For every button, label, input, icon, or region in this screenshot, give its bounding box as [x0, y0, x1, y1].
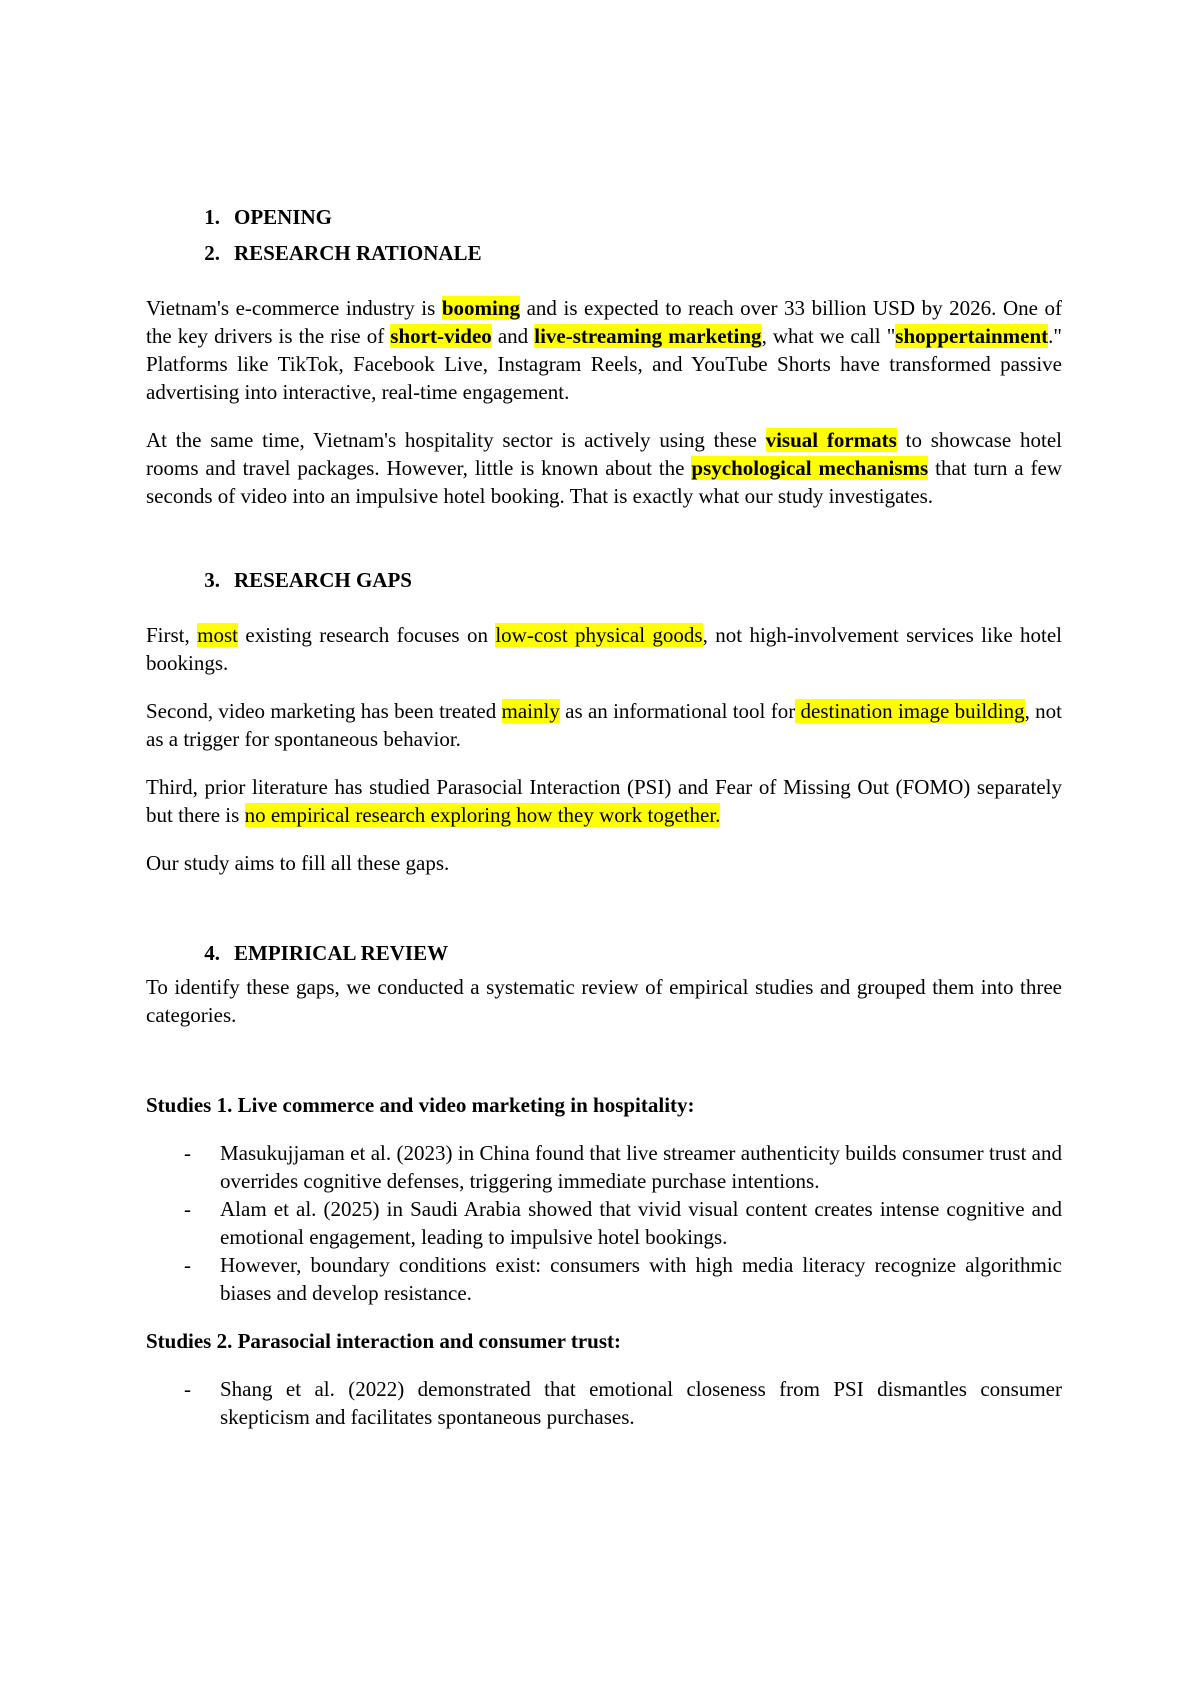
text-run: First,: [146, 623, 198, 647]
text-run: Third, prior literature has studied Parasocial Interaction (PSI) and Fear of Missing Out (FOMO) separately but there is: [146, 775, 1062, 827]
text-run: and is expected to reach over 33 billion USD by 2026. One of the key drivers is the rise of: [146, 296, 1062, 348]
document-body: [146, 203, 1062, 1431]
gaps-paragraph-4: Our study aims to fill all these gaps.: [146, 851, 450, 875]
text-run: , not high-involvement services like hotel bookings.: [146, 623, 1063, 675]
heading-empirical-review: [146, 939, 1062, 967]
highlight-psychological-mechanisms: psychological mechanisms: [691, 456, 929, 480]
heading-text: EMPIRICAL REVIEW: [234, 941, 449, 965]
highlight-shoppertainment: shoppertainment: [895, 324, 1049, 348]
heading-number: 3.: [204, 568, 220, 592]
heading-text: RESEARCH RATIONALE: [234, 241, 482, 265]
studies-2-title: Studies 2. Parasocial interaction and consumer trust:: [146, 1329, 622, 1353]
text-run: , not as a trigger for spontaneous behavior.: [146, 699, 1063, 751]
text-run: At the same time, Vietnam's hospitality sector is actively using these: [146, 428, 766, 452]
list-item-text: However, boundary conditions exist: consumers with high media literacy recognize algorithmic biases and develop resistance.: [220, 1253, 1062, 1305]
studies-1-list: [146, 1139, 1062, 1307]
highlight-short-video: short-video: [390, 324, 492, 348]
text-run: ." Platforms like TikTok, Facebook Live, Instagram Reels, and YouTube Shorts have transformed passive advertising into interactive, real-time engagement.: [146, 324, 1062, 404]
list-item-text: Alam et al. (2025) in Saudi Arabia showed that vivid visual content creates intense cognitive and emotional engagement, leading to impulsive hotel bookings.: [220, 1197, 1062, 1249]
list-item: [146, 1139, 1062, 1195]
dash-bullet: -: [184, 1141, 191, 1165]
heading-research-gaps: [146, 566, 1062, 594]
highlight-no-empirical-research: no empirical research exploring how they work together.: [244, 803, 721, 827]
dash-bullet: -: [184, 1253, 191, 1277]
list-item-text: Shang et al. (2022) demonstrated that emotional closeness from PSI dismantles consumer skepticism and facilitates spontaneous purchases.: [220, 1377, 1062, 1429]
highlight-destination-image-building: destination image building: [795, 699, 1025, 723]
heading-text: OPENING: [234, 205, 333, 229]
studies-1-title: Studies 1. Live commerce and video marketing in hospitality:: [146, 1093, 695, 1117]
highlight-visual-formats: visual formats: [765, 428, 897, 452]
text-run: Second, video marketing has been treated: [146, 699, 502, 723]
list-item: [146, 1195, 1062, 1251]
list-item: [146, 1251, 1062, 1307]
list-item-text: Masukujjaman et al. (2023) in China found that live streamer authenticity builds consumer trust and overrides cognitive defenses, triggering immediate purchase intentions.: [220, 1141, 1062, 1193]
highlight-live-streaming-marketing: live-streaming marketing: [534, 324, 762, 348]
highlight-low-cost-physical-goods: low-cost physical goods: [495, 623, 703, 647]
studies-2-list: [146, 1375, 1062, 1431]
gaps-paragraph-2: [146, 697, 1062, 753]
dash-bullet: -: [184, 1377, 191, 1401]
heading-opening: [146, 203, 1062, 231]
review-intro: To identify these gaps, we conducted a systematic review of empirical studies and grouped them into three categories.: [146, 975, 1062, 1027]
highlight-mainly: mainly: [501, 699, 560, 723]
text-run: to showcase hotel rooms and travel packages. However, little is known about the: [146, 428, 1062, 480]
gaps-paragraph-1: [146, 621, 1062, 677]
heading-research-rationale: [146, 239, 1062, 267]
heading-number: 4.: [204, 941, 220, 965]
heading-number: 2.: [204, 241, 220, 265]
list-item: [146, 1375, 1062, 1431]
text-run: and: [491, 324, 535, 348]
text-run: as an informational tool for: [559, 699, 796, 723]
heading-number: 1.: [204, 205, 220, 229]
text-run: that turn a few seconds of video into an impulsive hotel booking. That is exactly what our study investigates.: [146, 456, 1062, 508]
rationale-paragraph-1: [146, 294, 1062, 406]
text-run: existing research focuses on: [238, 623, 496, 647]
text-run: , what we call ": [761, 324, 896, 348]
rationale-paragraph-2: [146, 426, 1062, 510]
highlight-most: most: [197, 623, 238, 647]
highlight-booming: booming: [441, 296, 521, 320]
heading-text: RESEARCH GAPS: [234, 568, 412, 592]
dash-bullet: -: [184, 1197, 191, 1221]
text-run: Vietnam's e-commerce industry is: [146, 296, 442, 320]
gaps-paragraph-3: [146, 773, 1062, 829]
